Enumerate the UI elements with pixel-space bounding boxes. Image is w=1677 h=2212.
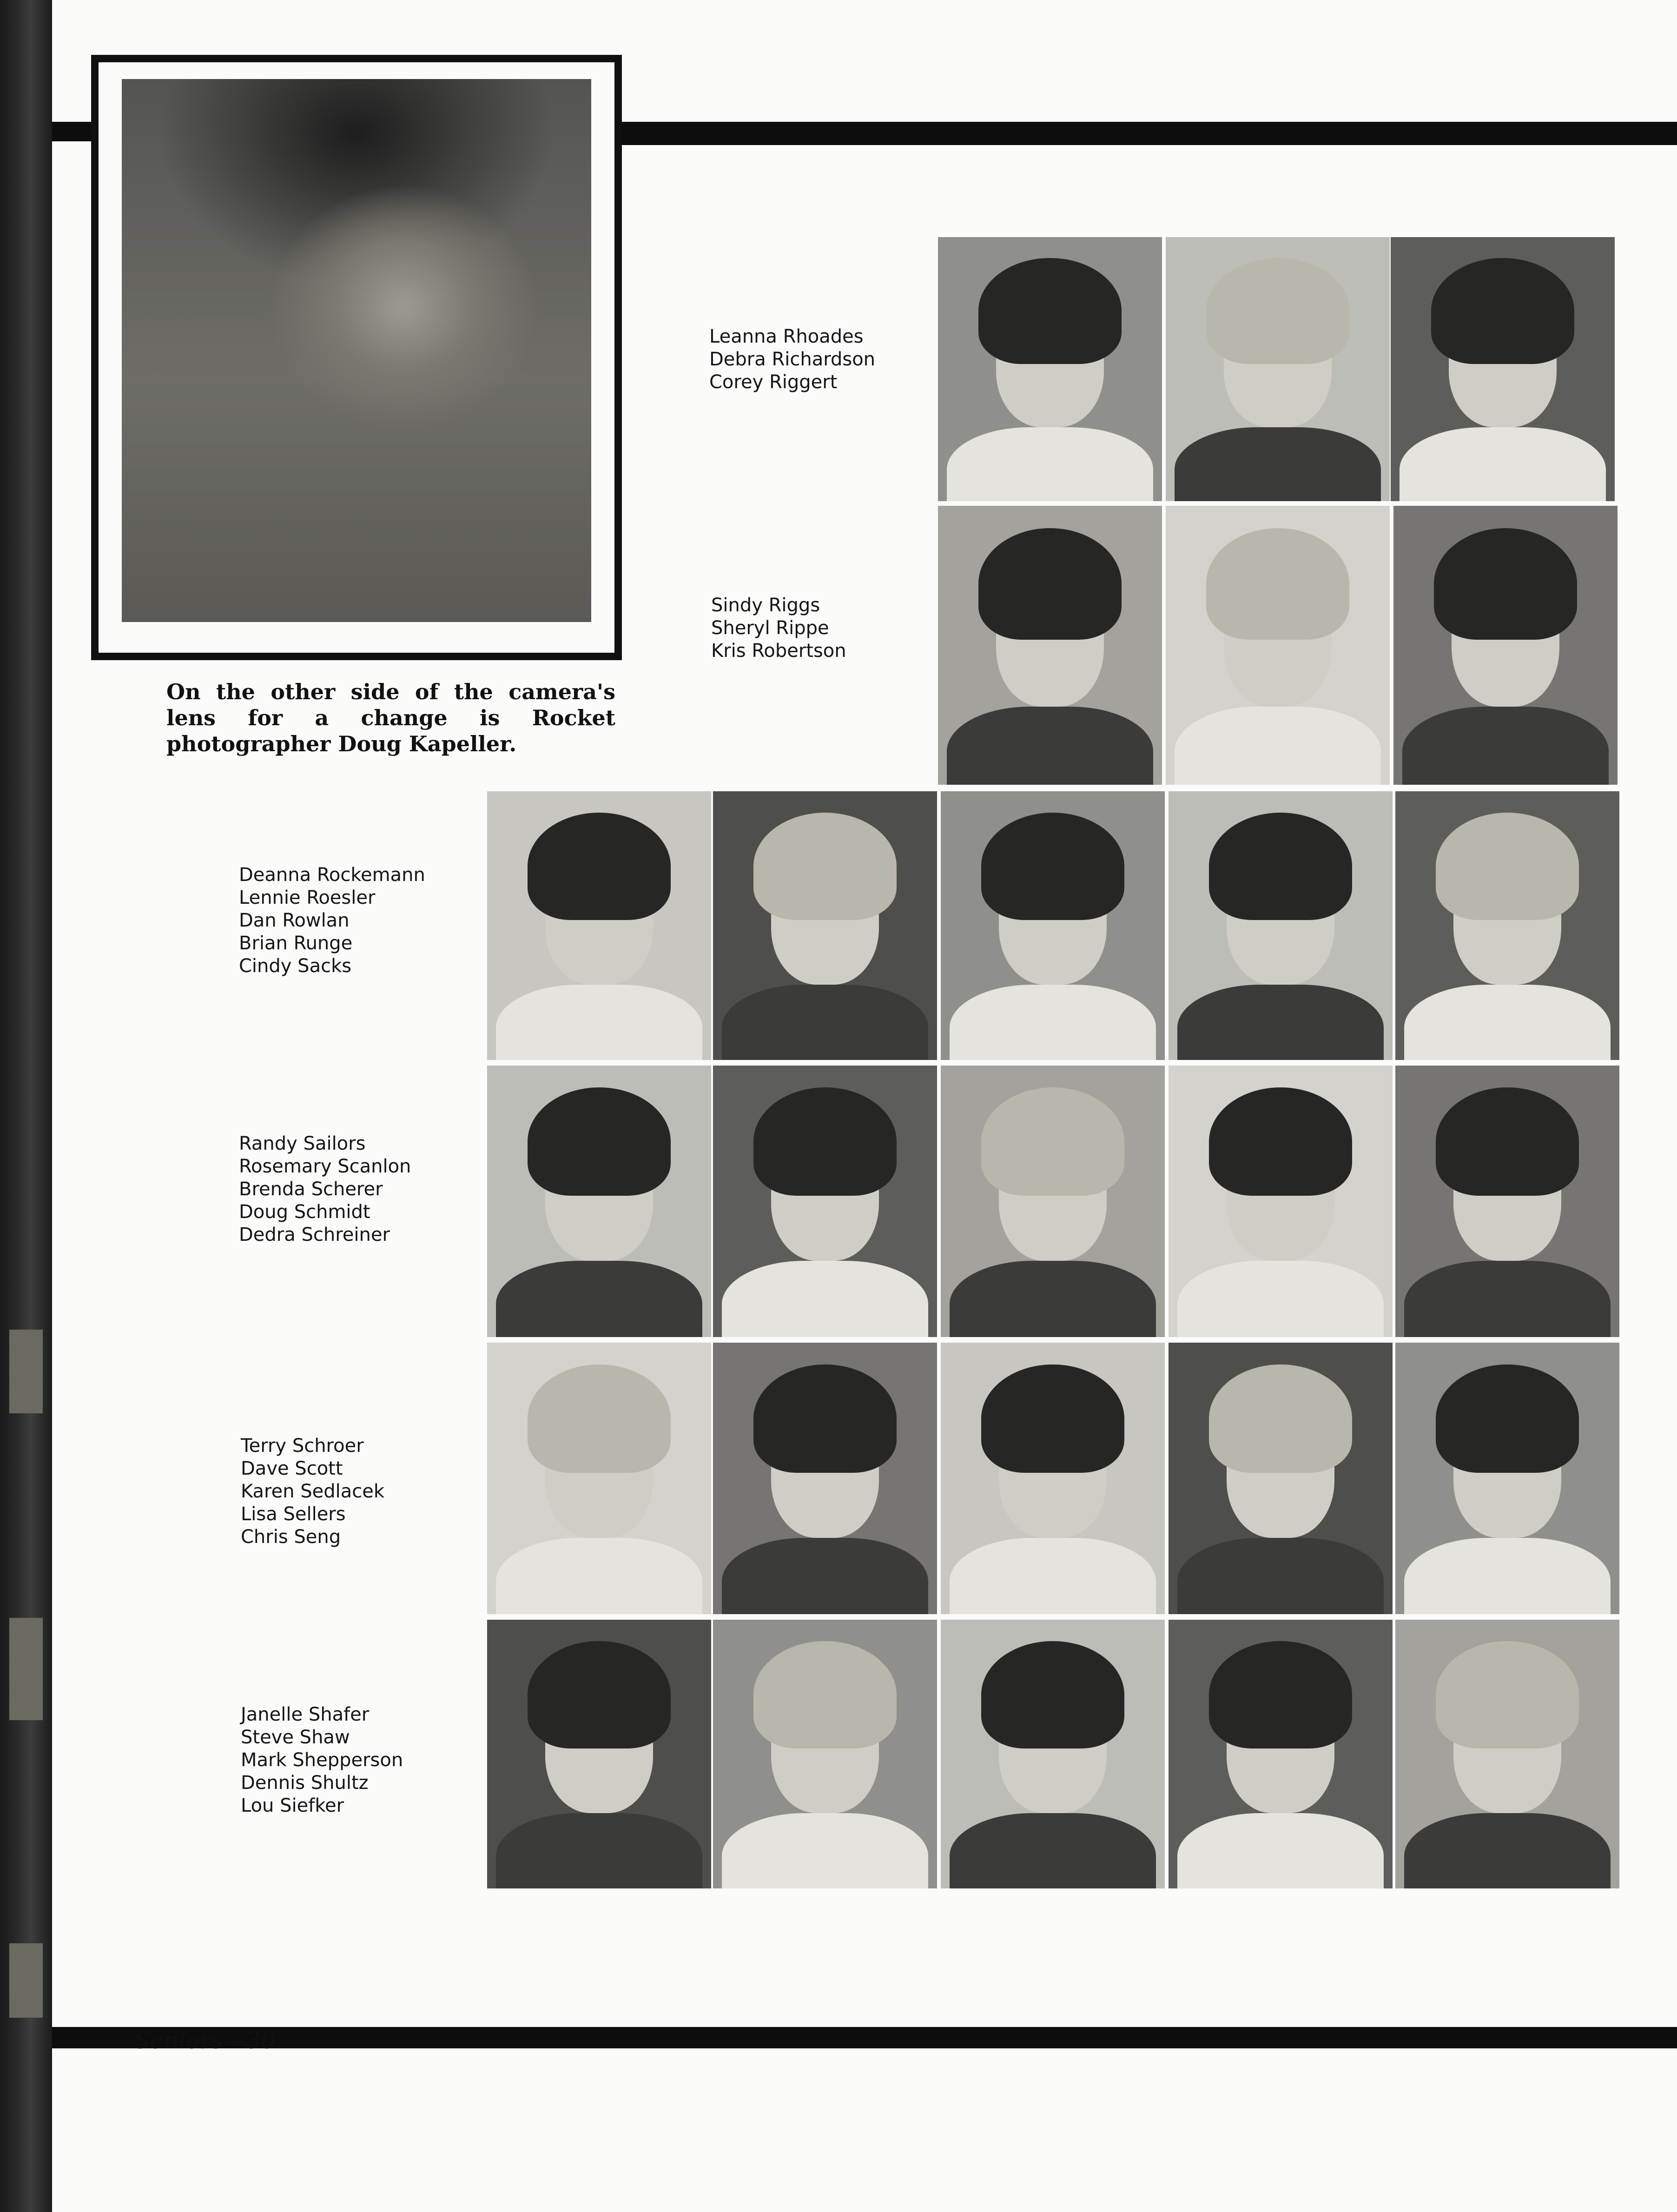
portrait-photo <box>713 1620 937 1888</box>
portrait-photo <box>941 1620 1165 1888</box>
portrait-hair <box>978 258 1122 364</box>
student-name: Dave Scott <box>241 1458 343 1479</box>
portrait-hair <box>981 1087 1124 1196</box>
student-name: Cindy Sacks <box>239 955 352 977</box>
page-folio: Seniors—30 <box>134 2027 276 2054</box>
portrait-hair <box>528 1641 671 1748</box>
student-name: Lou Siefker <box>241 1795 344 1816</box>
portrait-hair <box>528 1364 671 1473</box>
portrait-hair <box>528 813 671 920</box>
portrait-hair <box>753 1641 897 1748</box>
portrait-hair <box>981 1364 1124 1473</box>
binding-mark <box>9 1943 43 2018</box>
name-list-row-3 <box>239 864 425 978</box>
portrait-photo <box>1395 1620 1619 1888</box>
portrait-shoulders <box>950 1813 1155 1888</box>
feature-caption: On the other side of the camera's lens for a change is Rocket photographer Doug Kapeller. <box>166 679 615 756</box>
portrait-hair <box>1209 1087 1352 1196</box>
student-name: Brenda Scherer <box>239 1179 383 1200</box>
portrait-shoulders <box>496 1813 702 1888</box>
portrait-hair <box>528 1087 671 1196</box>
portrait-shoulders <box>722 985 928 1060</box>
student-name: Rosemary Scanlon <box>239 1156 411 1177</box>
student-name: Steve Shaw <box>241 1727 350 1748</box>
top-rule <box>622 122 1677 145</box>
student-name: Doug Schmidt <box>239 1201 370 1223</box>
portrait-hair <box>1206 528 1349 640</box>
student-name: Chris Seng <box>241 1526 341 1548</box>
student-name: Brian Runge <box>239 933 353 954</box>
portrait-hair <box>1431 258 1574 364</box>
portrait-hair <box>978 528 1122 640</box>
student-name: Mark Shepperson <box>241 1749 403 1771</box>
portrait-hair <box>1209 813 1352 920</box>
student-name: Debra Richardson <box>709 349 876 370</box>
student-name: Terry Schroer <box>241 1435 364 1457</box>
student-name: Sheryl Rippe <box>711 617 829 639</box>
student-name: Lennie Roesler <box>239 887 376 908</box>
portrait-photo <box>487 1343 711 1614</box>
portrait-photo <box>713 1066 937 1337</box>
feature-photo-doug-kapeller <box>122 79 591 622</box>
portrait-shoulders <box>722 1813 928 1888</box>
portrait-photo <box>1395 1066 1619 1337</box>
portrait-hair <box>1206 258 1349 364</box>
student-name: Karen Sedlacek <box>241 1481 385 1502</box>
binding-mark <box>9 1618 43 1720</box>
portrait-photo <box>1166 237 1390 501</box>
portrait-shoulders <box>722 1538 928 1614</box>
student-name: Dennis Shultz <box>241 1772 369 1794</box>
portrait-hair <box>753 1087 897 1196</box>
portrait-shoulders <box>1175 707 1380 785</box>
portrait-hair <box>1436 1641 1579 1748</box>
student-name: Dan Rowlan <box>239 910 350 931</box>
portrait-photo <box>1391 237 1615 501</box>
portrait-hair <box>1209 1364 1352 1473</box>
binding-mark <box>9 1330 43 1413</box>
portrait-photo <box>1169 791 1393 1060</box>
portrait-photo <box>487 1620 711 1888</box>
portrait-photo <box>1169 1066 1393 1337</box>
portrait-photo <box>941 1343 1165 1614</box>
portrait-photo <box>1395 791 1619 1060</box>
portrait-shoulders <box>950 1261 1155 1337</box>
portrait-shoulders <box>1404 1813 1610 1888</box>
portrait-shoulders <box>1404 1538 1610 1614</box>
portrait-hair <box>981 813 1124 920</box>
bottom-rule <box>52 2027 1677 2048</box>
page-binding <box>0 0 52 2212</box>
portrait-hair <box>1436 1087 1579 1196</box>
student-name: Kris Robertson <box>711 640 846 662</box>
portrait-shoulders <box>496 1261 702 1337</box>
student-name: Lisa Sellers <box>241 1503 346 1525</box>
portrait-shoulders <box>950 985 1155 1060</box>
student-name: Sindy Riggs <box>711 595 820 616</box>
name-list-row-1 <box>709 325 875 394</box>
portrait-shoulders <box>947 427 1153 501</box>
portrait-photo <box>713 791 937 1060</box>
student-name: Corey Riggert <box>709 371 838 393</box>
top-rule-left <box>52 122 91 141</box>
portrait-photo <box>713 1343 937 1614</box>
portrait-photo <box>941 791 1165 1060</box>
portrait-shoulders <box>1404 1261 1610 1337</box>
portrait-shoulders <box>1400 427 1605 501</box>
portrait-photo <box>487 1066 711 1337</box>
name-list-row-2 <box>711 594 846 662</box>
portrait-photo <box>941 1066 1165 1337</box>
portrait-shoulders <box>1402 707 1608 785</box>
portrait-shoulders <box>496 985 702 1060</box>
portrait-shoulders <box>1177 1261 1383 1337</box>
student-name: Randy Sailors <box>239 1133 366 1154</box>
portrait-photo <box>1169 1620 1393 1888</box>
name-list-row-4 <box>239 1132 411 1246</box>
portrait-shoulders <box>1177 985 1383 1060</box>
portrait-hair <box>753 813 897 920</box>
portrait-photo <box>1166 506 1390 785</box>
portrait-shoulders <box>1177 1538 1383 1614</box>
student-name: Leanna Rhoades <box>709 326 864 347</box>
portrait-photo <box>487 791 711 1060</box>
portrait-shoulders <box>1175 427 1380 501</box>
portrait-photo <box>938 237 1162 501</box>
portrait-photo <box>1169 1343 1393 1614</box>
portrait-hair <box>1434 528 1577 640</box>
portrait-photo <box>938 506 1162 785</box>
portrait-hair <box>753 1364 897 1473</box>
portrait-shoulders <box>722 1261 928 1337</box>
portrait-shoulders <box>1404 985 1610 1060</box>
portrait-shoulders <box>947 707 1153 785</box>
portrait-photo <box>1393 506 1618 785</box>
portrait-shoulders <box>1177 1813 1383 1888</box>
portrait-hair <box>1209 1641 1352 1748</box>
portrait-shoulders <box>950 1538 1155 1614</box>
portrait-shoulders <box>496 1538 702 1614</box>
portrait-photo <box>1395 1343 1619 1614</box>
portrait-hair <box>1436 1364 1579 1473</box>
name-list-row-5 <box>241 1435 384 1549</box>
student-name: Dedra Schreiner <box>239 1224 390 1245</box>
student-name: Janelle Shafer <box>241 1704 370 1725</box>
portrait-hair <box>981 1641 1124 1748</box>
student-name: Deanna Rockemann <box>239 864 425 886</box>
name-list-row-6 <box>241 1703 403 1817</box>
portrait-hair <box>1436 813 1579 920</box>
